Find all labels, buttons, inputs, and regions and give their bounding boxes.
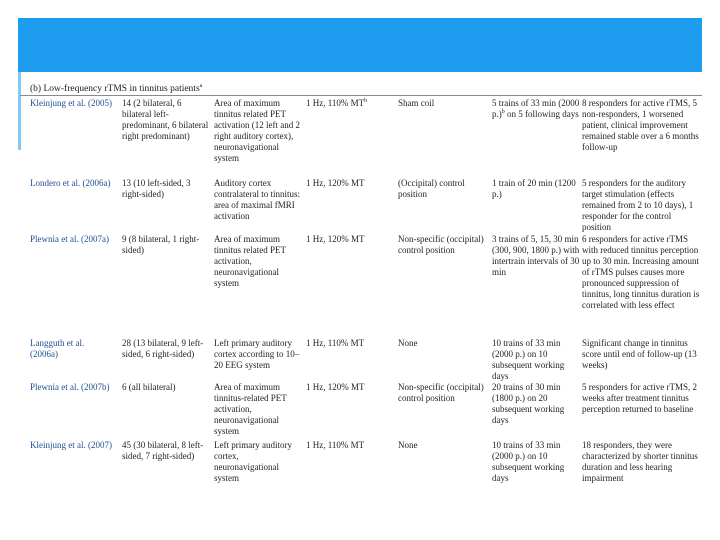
table-caption	[30, 84, 202, 94]
control-cell: Non-specific (occipital) control position	[398, 234, 484, 255]
parameters-footnote-marker: b	[364, 98, 368, 104]
patients-cell: 9 (8 bilateral, 1 right-sided)	[122, 234, 200, 255]
target-cell: Left primary auditory cortex, neuronavigational system	[214, 440, 292, 483]
trains-cell	[492, 98, 580, 120]
control-cell: None	[398, 440, 418, 450]
parameters-cell: 1 Hz, 110% MT	[306, 440, 365, 450]
outcome-cell: 8 responders for active rTMS, 5 non-responders, 1 worsened patient, clinical improvement remained stable over a 6 months follow-up	[582, 98, 699, 152]
trains-footnote-marker: b	[501, 109, 505, 115]
trains-cell: 10 trains of 33 min (2000 p.) on 10 subsequent working days	[492, 338, 565, 381]
outcome-cell: 5 responders for the auditory target stimulation (effects remained from 2 to 10 days), 1 responder for the control position	[582, 178, 694, 232]
parameters-cell: 1 Hz, 110% MT	[306, 338, 365, 348]
parameters-text: 1 Hz, 110% MT	[306, 98, 365, 108]
control-cell: Sham coil	[398, 98, 435, 108]
author-cell: Londero et al. (2006a)	[30, 178, 111, 188]
author-cell: Plewnia et al. (2007b)	[30, 382, 110, 392]
author-cell: Plewnia et al. (2007a)	[30, 234, 109, 244]
title-banner	[18, 18, 702, 72]
table-image	[20, 74, 702, 484]
target-cell: Area of maximum tinnitus related PET activation (12 left and 2 right auditory cortex), neuronavigational system	[214, 98, 300, 163]
patients-cell: 28 (13 bilateral, 9 left-sided, 6 right-sided)	[122, 338, 204, 359]
outcome-cell: Significant change in tinnitus score until end of follow-up (13 weeks)	[582, 338, 697, 370]
parameters-cell: 1 Hz, 120% MT	[306, 382, 365, 392]
target-cell: Area of maximum tinnitus related PET activation, neuronavigational system	[214, 234, 286, 288]
parameters-cell: 1 Hz, 120% MT	[306, 234, 365, 244]
author-cell: Langguth et al. (2006a)	[30, 338, 85, 359]
target-cell: Area of maximum tinnitus-related PET activation, neuronavigational system	[214, 382, 287, 436]
target-cell: Auditory cortex contralateral to tinnitus: area of maximal fMRI activation	[214, 178, 300, 221]
control-cell: Non-specific (occipital) control position	[398, 382, 484, 403]
outcome-cell: 5 responders for active rTMS, 2 weeks after treatment tinnitus perception returned to baseline	[582, 382, 697, 414]
caption-footnote-marker: a	[199, 83, 203, 89]
patients-cell: 14 (2 bilateral, 6 bilateral left-predominant, 6 bilateral right predominant)	[122, 98, 209, 141]
header-rule	[20, 95, 702, 96]
author-cell: Kleinjung et al. (2007)	[30, 440, 112, 450]
trains-cell: 1 train of 20 min (1200 p.)	[492, 178, 576, 199]
patients-cell: 13 (10 left-sided, 3 right-sided)	[122, 178, 191, 199]
caption-text: (b) Low-frequency rTMS in tinnitus patients	[30, 84, 200, 94]
outcome-cell: 18 responders, they were characterized by shorter tinnitus duration and less hearing impairment	[582, 440, 698, 483]
outcome-cell: 6 responders for active rTMS with reduced tinnitus perception up to 30 min. Increasing amount of rTMS pulses causes more pronounced suppression of tinnitus, long tinnitus duration is correlated with less effect	[582, 234, 700, 310]
trains-text-b: on 5 following days	[504, 109, 579, 119]
trains-cell: 3 trains of 5, 15, 30 min (300, 900, 1800 p.) with intertrain intervals of 30 min	[492, 234, 580, 277]
control-cell: None	[398, 338, 418, 348]
patients-cell: 6 (all bilateral)	[122, 382, 176, 392]
author-cell: Kleinjung et al. (2005)	[30, 98, 112, 108]
trains-cell: 20 trains of 30 min (1800 p.) on 20 subsequent working days	[492, 382, 565, 425]
trains-cell: 10 trains of 33 min (2000 p.) on 10 subsequent working days	[492, 440, 565, 483]
parameters-cell: 1 Hz, 120% MT	[306, 178, 365, 188]
trains-text-a: 5 trains of 33 min (2000 p.)	[492, 98, 580, 119]
patients-cell: 45 (30 bilateral, 8 left-sided, 7 right-sided)	[122, 440, 204, 461]
target-cell: Left primary auditory cortex according to 10–20 EEG system	[214, 338, 300, 370]
parameters-cell	[306, 98, 394, 109]
control-cell: (Occipital) control position	[398, 178, 465, 199]
